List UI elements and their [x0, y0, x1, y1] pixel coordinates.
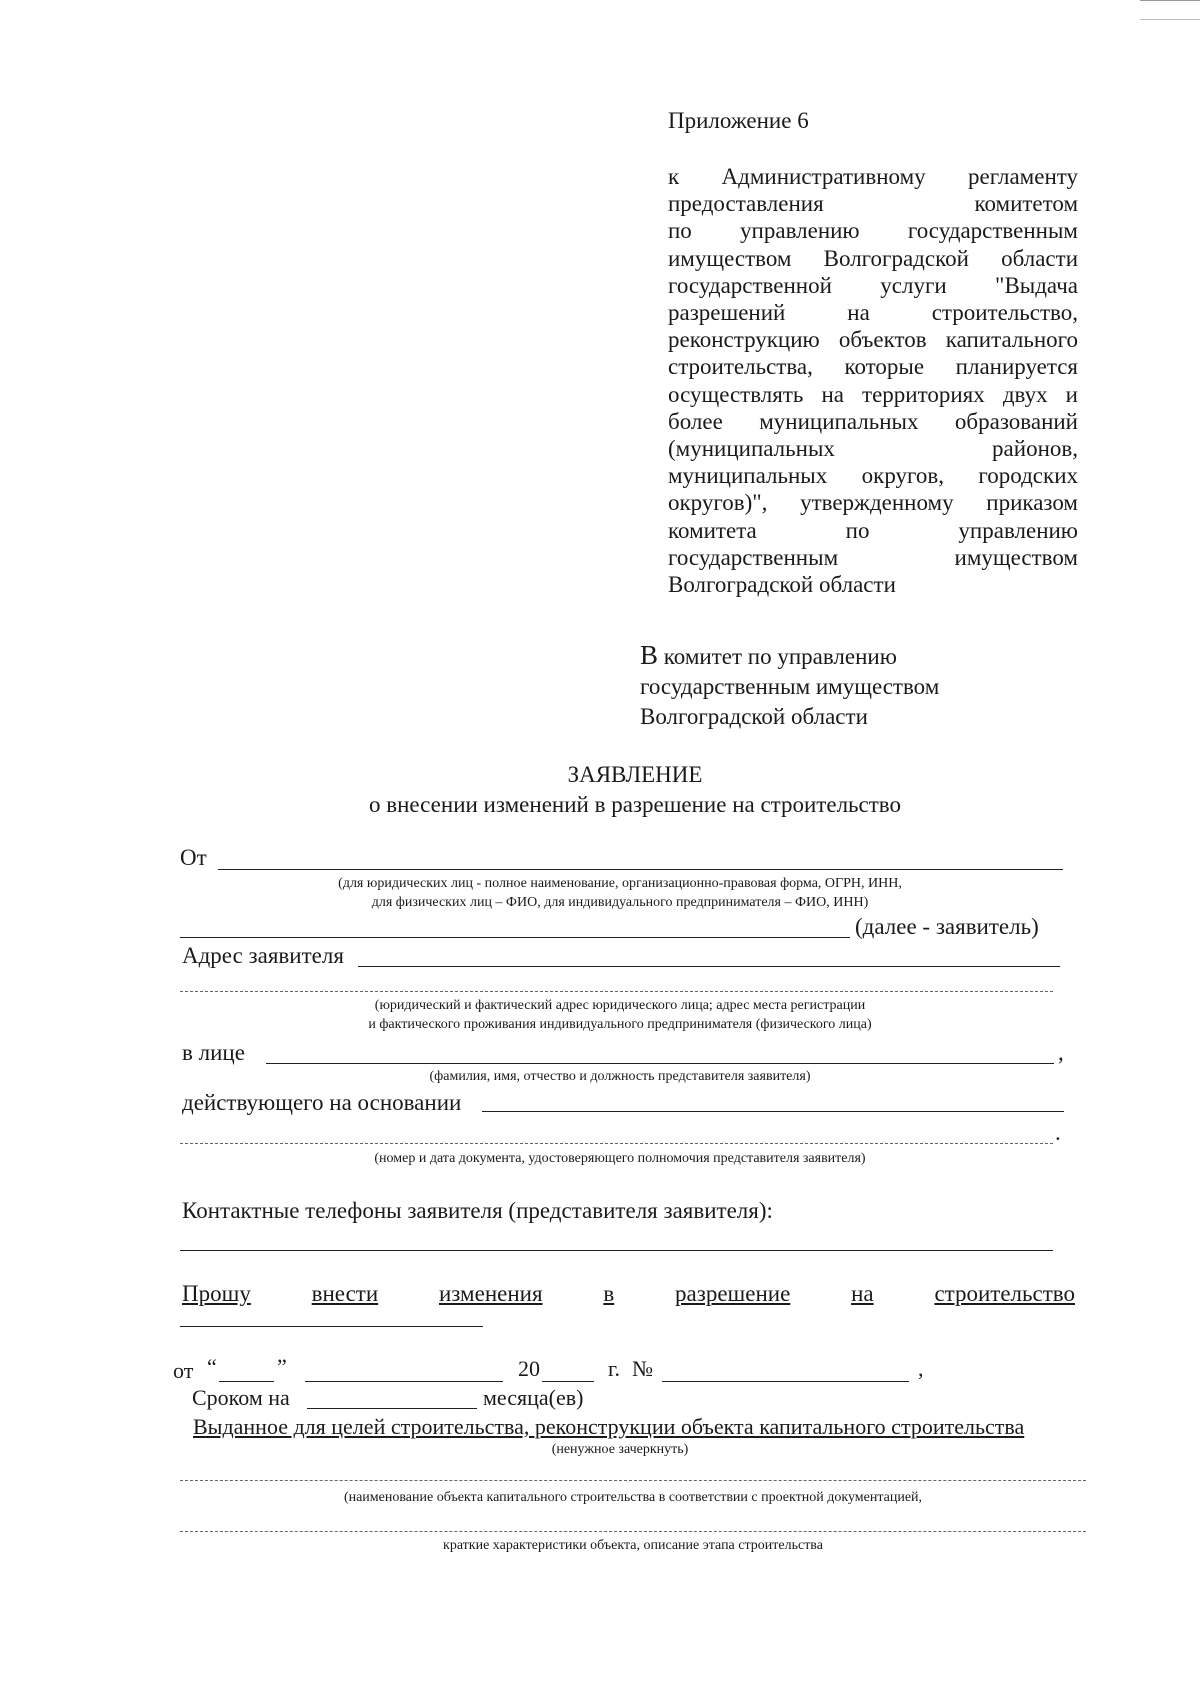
appendix-line: реконструкцию объектов капитального	[668, 327, 1078, 353]
phones-field[interactable]	[180, 1250, 1053, 1251]
addressee-line: Волгоградской области	[640, 704, 868, 729]
permit-number-field[interactable]	[662, 1381, 909, 1382]
appendix-line: строительства, которые планируется	[668, 354, 1078, 380]
person-comma: ,	[1058, 1040, 1064, 1065]
person-field[interactable]	[266, 1063, 1054, 1064]
date-year-prefix: 20	[518, 1356, 540, 1381]
appendix-title: Приложение 6	[668, 108, 809, 133]
appendix-line: более муниципальных образований	[668, 408, 1078, 434]
date-year-suffix: г.	[608, 1356, 621, 1381]
date-from-label: от	[173, 1358, 194, 1383]
object-hint-1: (наименование объекта капитального строительства в соответствии с проектной документацией,	[343, 1490, 923, 1505]
addressee-line: комитет по управлению	[658, 644, 897, 669]
appendix-line: государственным имуществом	[668, 544, 1078, 570]
request-word: внести	[311, 1281, 379, 1306]
date-number-sign: №	[632, 1356, 653, 1381]
appendix-line: осуществлять на территориях двух и	[668, 381, 1078, 407]
appendix-line: государственной услуги "Выдача	[668, 272, 1078, 298]
date-comma: ,	[918, 1356, 924, 1381]
issued-for: Выданное для целей строительства, реконструкции объекта капитального строительства	[193, 1414, 1025, 1439]
appendix-line: имуществом Волгоградской области	[668, 245, 1078, 271]
address-hint-2: и фактического проживания индивидуального предпринимателя (физического лица)	[368, 1017, 872, 1032]
appendix-line: муниципальных округов, городских	[668, 463, 1078, 489]
date-day-field[interactable]	[219, 1381, 274, 1382]
address-field[interactable]	[358, 966, 1060, 967]
appendix-line: предоставления комитетом	[668, 191, 1078, 217]
from-label: От	[180, 845, 207, 870]
cross-out-hint: (ненужное зачеркнуть)	[551, 1442, 689, 1457]
from-hint-2: для физических лиц – ФИО, для индивидуального предпринимателя – ФИО, ИНН)	[371, 895, 869, 910]
object-field-continued[interactable]	[180, 1531, 1086, 1532]
appendix-line: разрешений на строительство,	[668, 300, 1078, 326]
scan-edge-mark	[1140, 0, 1200, 20]
term-unit: месяца(ев)	[483, 1385, 584, 1410]
basis-field-continued[interactable]	[180, 1143, 1053, 1144]
term-field[interactable]	[307, 1408, 477, 1409]
date-quote-open: “	[207, 1354, 217, 1379]
request-word: Прошу	[182, 1281, 251, 1306]
request-line	[182, 1281, 1075, 1307]
request-word: изменения	[438, 1281, 543, 1306]
from-field-continued[interactable]	[180, 937, 850, 938]
from-field[interactable]	[218, 869, 1063, 870]
phones-label: Контактные телефоны заявителя (представителя заявителя):	[182, 1198, 773, 1223]
appendix-line: комитета по управлению	[668, 517, 1078, 543]
basis-label: действующего на основании	[182, 1090, 462, 1115]
person-hint: (фамилия, имя, отчество и должность представителя заявителя)	[429, 1069, 811, 1084]
appendix-line: Волгоградской области	[668, 572, 896, 598]
address-hint-1: (юридический и фактический адрес юридического лица; адрес места регистрации	[374, 998, 866, 1013]
applicant-suffix: (далее - заявитель)	[855, 914, 1039, 939]
addressee	[640, 640, 939, 732]
basis-period: .	[1055, 1120, 1061, 1145]
document-subtitle: о внесении изменений в разрешение на строительство	[368, 792, 901, 817]
appendix-body	[668, 163, 1078, 598]
document-title: ЗАЯВЛЕНИЕ	[567, 762, 703, 787]
appendix-line: округов)", утвержденному приказом	[668, 490, 1078, 516]
request-word: на	[851, 1281, 874, 1306]
appendix-line: (муниципальных районов,	[668, 436, 1078, 462]
request-word: в	[603, 1281, 615, 1306]
basis-hint: (номер и дата документа, удостоверяющего полномочия представителя заявителя)	[374, 1151, 866, 1166]
appendix-line: по управлению государственным	[668, 218, 1078, 244]
appendix-line: к Административному регламенту	[668, 164, 1078, 189]
date-quote-close: ”	[277, 1354, 287, 1379]
request-word: разрешение	[675, 1281, 791, 1306]
term-label: Сроком на	[192, 1385, 290, 1410]
permit-field[interactable]	[180, 1326, 483, 1327]
address-field-continued[interactable]	[180, 991, 1053, 992]
person-label: в лице	[182, 1040, 245, 1065]
object-field[interactable]	[180, 1480, 1086, 1481]
date-year-field[interactable]	[542, 1381, 594, 1382]
request-word: строительство	[934, 1281, 1075, 1306]
basis-field[interactable]	[482, 1111, 1064, 1112]
object-hint-2: краткие характеристики объекта, описание этапа строительства	[443, 1538, 823, 1553]
addressee-line: государственным имуществом	[640, 674, 940, 699]
addressee-initial: В	[640, 640, 659, 670]
date-month-field[interactable]	[305, 1381, 503, 1382]
from-hint-1: (для юридических лиц - полное наименование, организационно-правовая форма, ОГРН, ИНН,	[338, 876, 902, 891]
address-label: Адрес заявителя	[182, 943, 344, 968]
